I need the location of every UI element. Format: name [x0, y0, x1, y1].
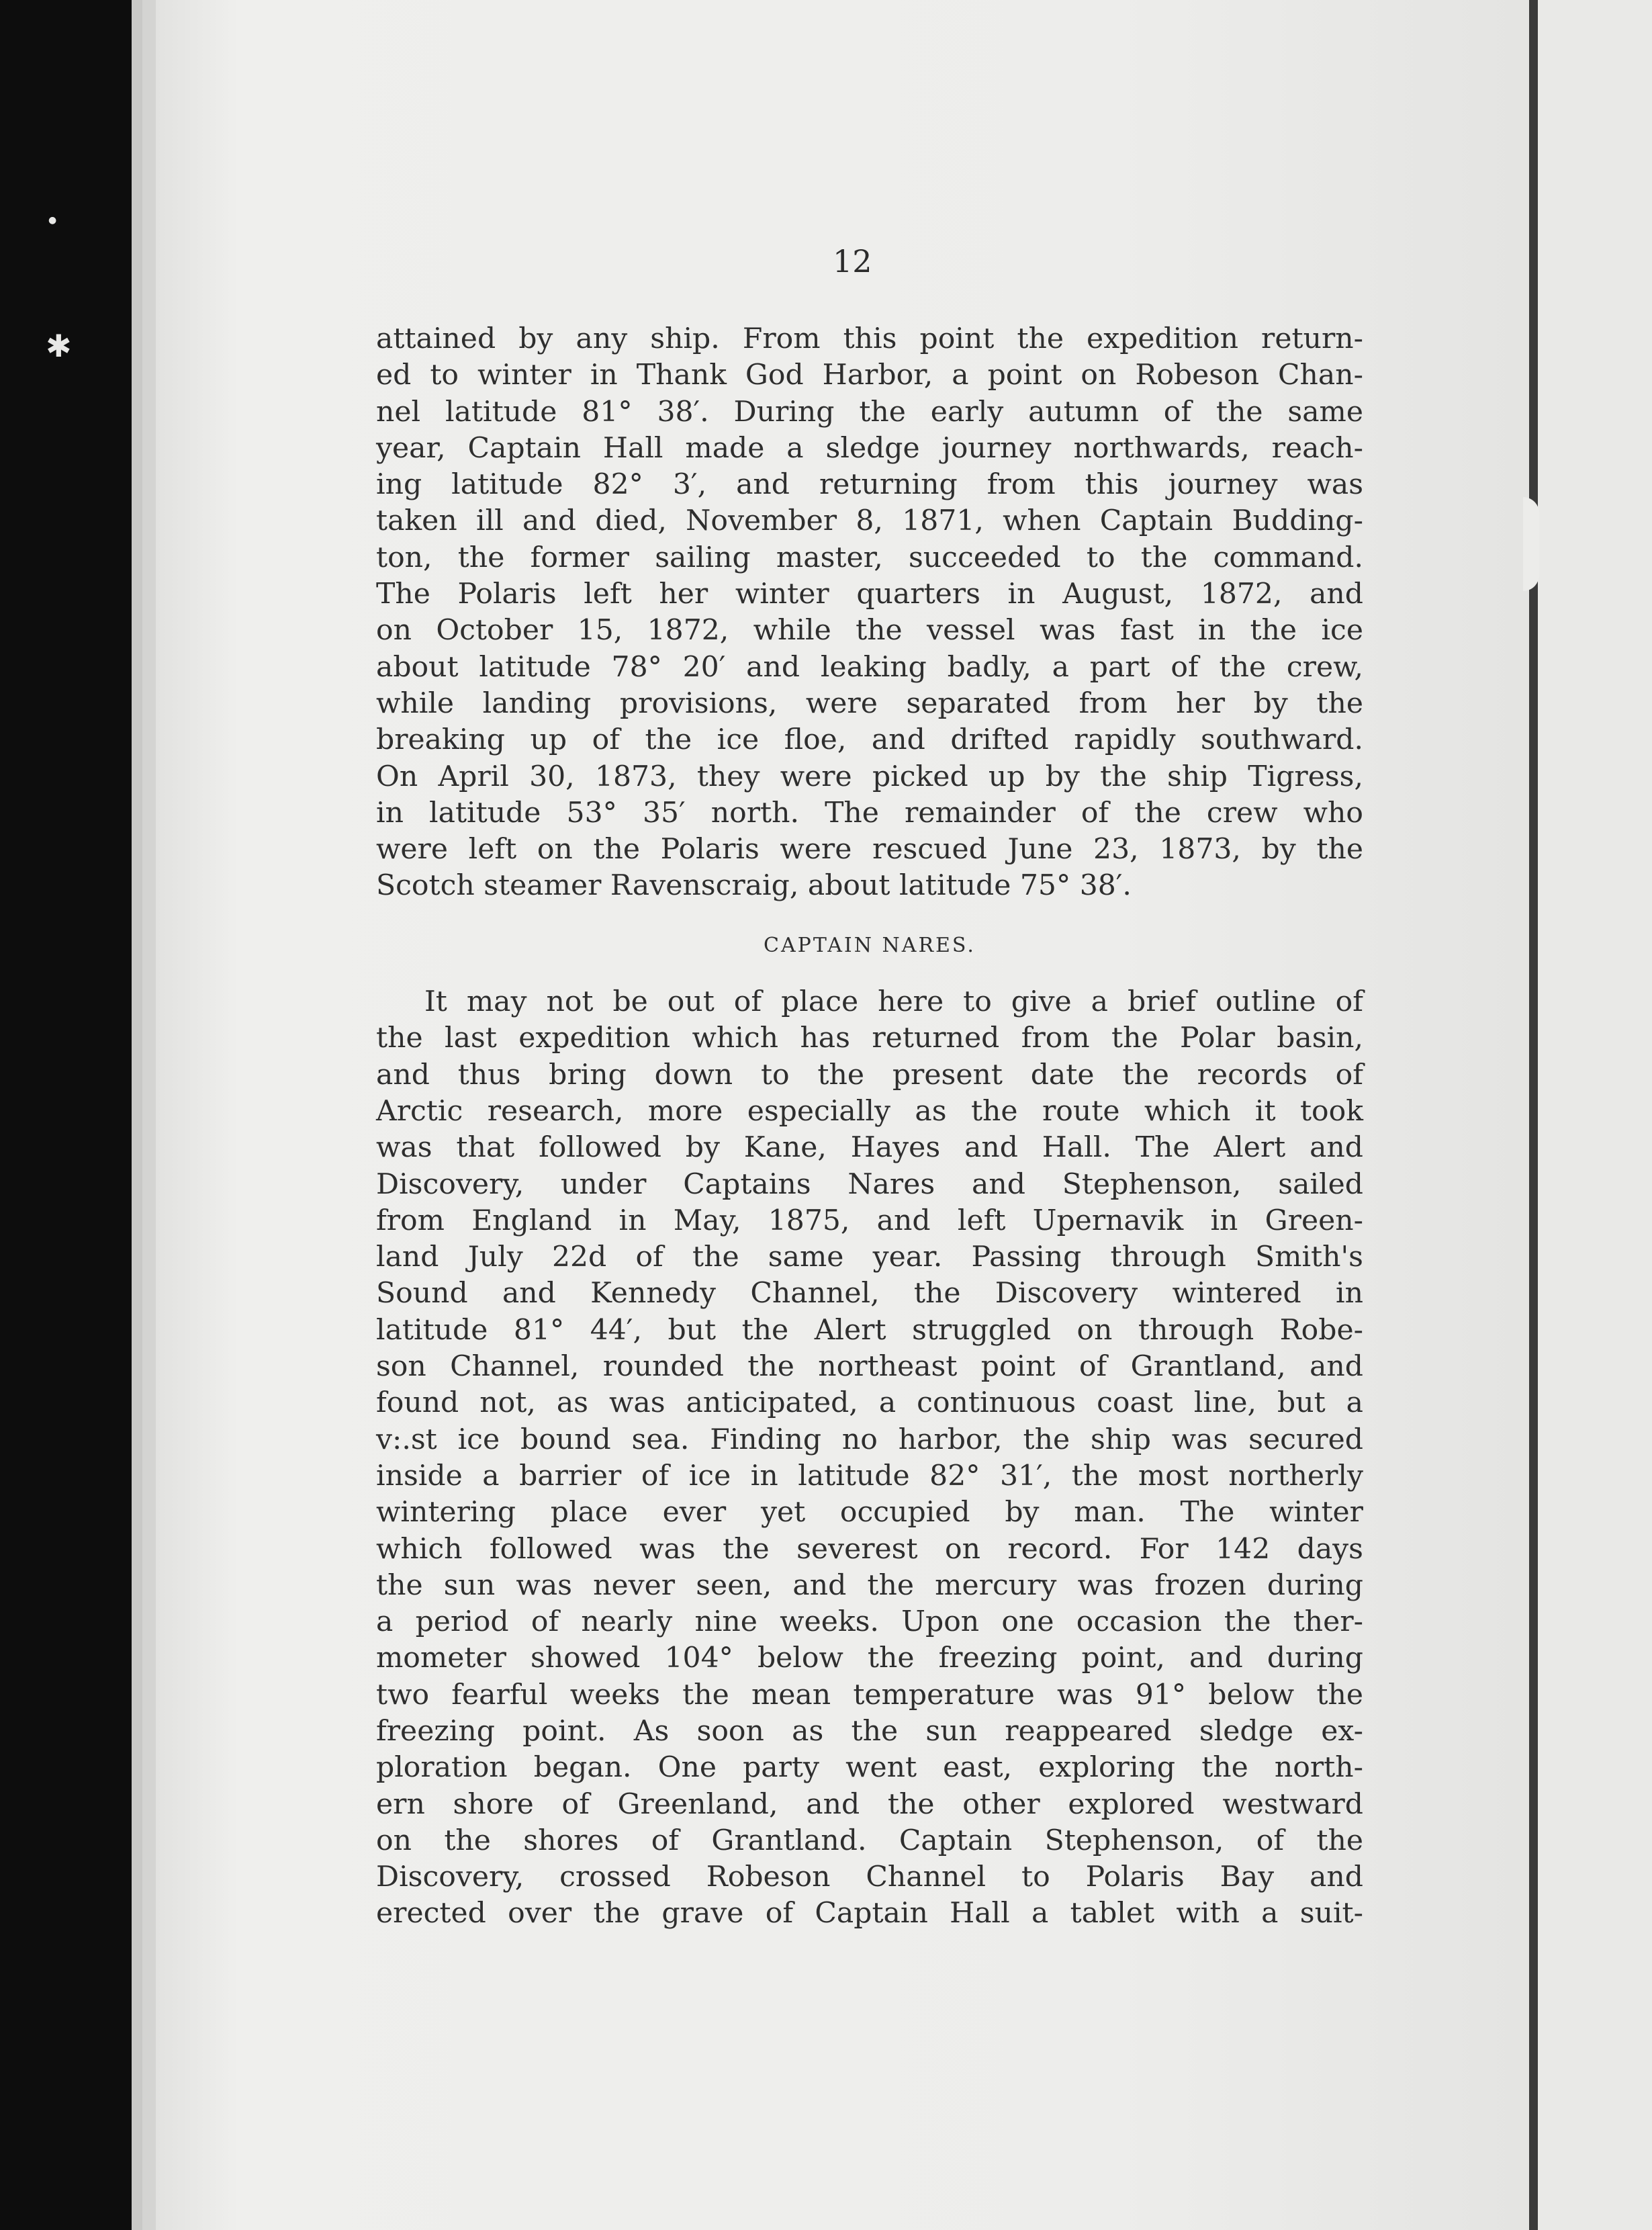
- text-line: found not, as was anticipated, a continuous coast line, but a: [376, 1386, 1363, 1420]
- text-line: in latitude 53° 35′ north. The remainder of the crew who: [376, 796, 1363, 830]
- text-line: breaking up of the ice floe, and drifted rapidly southward.: [376, 723, 1363, 757]
- text-line: the last expedition which has returned from the Polar basin,: [376, 1022, 1363, 1055]
- text-line: v:.st ice bound sea. Finding no harbor, the ship was secured: [376, 1423, 1363, 1456]
- text-line: It may not be out of place here to give a brief outline of: [424, 985, 1363, 1019]
- section-heading: CAPTAIN NARES.: [764, 933, 976, 957]
- text-line: nel latitude 81° 38′. During the early autumn of the same: [376, 395, 1363, 429]
- text-line: latitude 81° 44′, but the Alert struggled on through Robe-: [376, 1313, 1363, 1347]
- text-line: The Polaris left her winter quarters in August, 1872, and: [376, 578, 1363, 611]
- text-line: which followed was the severest on record. For 142 days: [376, 1532, 1363, 1566]
- text-line: ing latitude 82° 3′, and returning from this journey was: [376, 468, 1363, 502]
- text-line: about latitude 78° 20′ and leaking badly, a part of the crew,: [376, 650, 1363, 684]
- page-number: 12: [833, 243, 872, 279]
- text-line: a period of nearly nine weeks. Upon one occasion the ther-: [376, 1605, 1363, 1639]
- text-line: on the shores of Grantland. Captain Stephenson, of the: [376, 1824, 1363, 1857]
- text-line: ed to winter in Thank God Harbor, a point on Robeson Chan-: [376, 359, 1363, 392]
- text-line: wintering place ever yet occupied by man. The winter: [376, 1496, 1363, 1529]
- text-line: Arctic research, more especially as the route which it took: [376, 1094, 1363, 1128]
- text-line: land July 22d of the same year. Passing through Smith's: [376, 1241, 1363, 1274]
- paragraph-2: [376, 984, 1363, 1932]
- page-tab: [1523, 497, 1539, 591]
- text-line: while landing provisions, were separated from her by the: [376, 686, 1363, 720]
- text-line: year, Captain Hall made a sledge journey northwards, reach-: [376, 431, 1363, 465]
- text-line: freezing point. As soon as the sun reappeared sledge ex-: [376, 1714, 1363, 1748]
- text-line: the sun was never seen, and the mercury was frozen during: [376, 1568, 1363, 1602]
- text-line: two fearful weeks the mean temperature was 91° below the: [376, 1678, 1363, 1711]
- text-line: On April 30, 1873, they were picked up by the ship Tigress,: [376, 760, 1363, 793]
- text-line: Sound and Kennedy Channel, the Discovery wintered in: [376, 1277, 1363, 1310]
- text-line: and thus bring down to the present date the records of: [376, 1058, 1363, 1091]
- text-line: erected over the grave of Captain Hall a tablet with a suit-: [376, 1897, 1363, 1930]
- text-line: on October 15, 1872, while the vessel was fast in the ice: [376, 614, 1363, 648]
- page-body: [376, 321, 1363, 1932]
- text-line: Scotch steamer Ravenscraig, about latitude 75° 38′.: [376, 869, 1132, 903]
- text-line: from England in May, 1875, and left Upernavik in Green-: [376, 1204, 1363, 1237]
- text-line: ern shore of Greenland, and the other explored westward: [376, 1787, 1363, 1821]
- text-line: ploration began. One party went east, exploring the north-: [376, 1751, 1363, 1785]
- text-line: son Channel, rounded the northeast point of Grantland, and: [376, 1350, 1363, 1384]
- scan-speck: ✱: [46, 328, 72, 364]
- text-line: mometer showed 104° below the freezing point, and during: [376, 1642, 1363, 1675]
- text-line: were left on the Polaris were rescued June 23, 1873, by the: [376, 833, 1363, 866]
- text-line: inside a barrier of ice in latitude 82° 31′, the most northerly: [376, 1459, 1363, 1492]
- text-line: Discovery, crossed Robeson Channel to Polaris Bay and: [376, 1861, 1363, 1894]
- scan-speck: ●: [48, 215, 57, 226]
- page-gutter: [1529, 0, 1538, 2230]
- text-line: was that followed by Kane, Hayes and Hall. The Alert and: [376, 1131, 1363, 1165]
- text-line: attained by any ship. From this point the expedition return-: [376, 322, 1363, 355]
- text-line: taken ill and died, November 8, 1871, when Captain Budding-: [376, 504, 1363, 538]
- text-line: Discovery, under Captains Nares and Stephenson, sailed: [376, 1167, 1363, 1201]
- text-line: ton, the former sailing master, succeeded to the command.: [376, 541, 1363, 574]
- paragraph-1: [376, 321, 1363, 905]
- facing-page-edge: [1538, 0, 1652, 2230]
